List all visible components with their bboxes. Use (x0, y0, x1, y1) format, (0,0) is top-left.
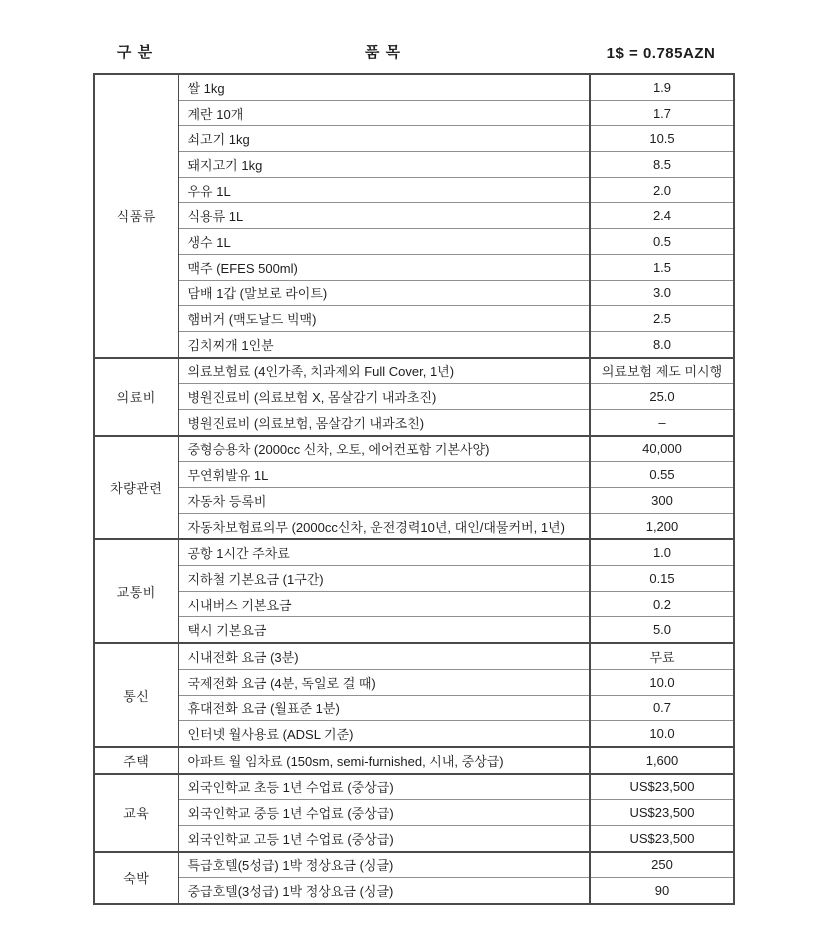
price-cell: US$23,500 (590, 825, 734, 851)
price-cell: 1,200 (590, 513, 734, 539)
price-cell: 8.5 (590, 152, 734, 178)
category-cell: 숙박 (94, 852, 178, 904)
table-row (94, 695, 734, 721)
price-cell: 10.0 (590, 721, 734, 747)
category-cell: 교통비 (94, 539, 178, 643)
item-cell: 쇠고기 1kg (178, 126, 590, 152)
price-cell: 2.5 (590, 306, 734, 332)
table-row (94, 436, 734, 462)
price-cell: – (590, 409, 734, 435)
price-cell: 1.7 (590, 100, 734, 126)
table-row (94, 721, 734, 747)
item-cell: 무연휘발유 1L (178, 462, 590, 488)
item-cell: 식용류 1L (178, 203, 590, 229)
item-cell: 외국인학교 고등 1년 수업료 (중상급) (178, 825, 590, 851)
table-row (94, 152, 734, 178)
price-cell: 300 (590, 488, 734, 514)
item-cell: 외국인학교 중등 1년 수업료 (중상급) (178, 800, 590, 826)
item-cell: 우유 1L (178, 177, 590, 203)
item-cell: 의료보험료 (4인가족, 치과제외 Full Cover, 1년) (178, 358, 590, 384)
price-cell: 10.0 (590, 669, 734, 695)
price-cell: 2.4 (590, 203, 734, 229)
price-cell: 1,600 (590, 747, 734, 774)
item-cell: 맥주 (EFES 500ml) (178, 254, 590, 280)
table-row (94, 669, 734, 695)
exchange-rate-label: 1$ = 0.785AZN (606, 45, 716, 62)
price-cell: 8.0 (590, 331, 734, 357)
price-cell: 5.0 (590, 617, 734, 643)
price-cell: 1.0 (590, 539, 734, 565)
item-cell: 돼지고기 1kg (178, 152, 590, 178)
table-row (94, 358, 734, 384)
price-cell: 무료 (590, 643, 734, 669)
price-cell: 2.0 (590, 177, 734, 203)
price-cell: 25.0 (590, 384, 734, 410)
price-cell: US$23,500 (590, 800, 734, 826)
table-row (94, 774, 734, 800)
table-row (94, 126, 734, 152)
item-cell: 계란 10개 (178, 100, 590, 126)
item-cell: 병원진료비 (의료보험, 몸살감기 내과조친) (178, 409, 590, 435)
table-row (94, 384, 734, 410)
item-cell: 국제전화 요금 (4분, 독일로 걸 때) (178, 669, 590, 695)
category-cell: 교육 (94, 774, 178, 852)
table-row (94, 74, 734, 100)
price-cell: 0.7 (590, 695, 734, 721)
item-cell: 자동차보험료의무 (2000cc신차, 운전경력10년, 대인/대물커버, 1년) (178, 513, 590, 539)
price-cell: 250 (590, 852, 734, 878)
table-row (94, 203, 734, 229)
table-row (94, 566, 734, 592)
table-row (94, 488, 734, 514)
price-table (93, 73, 735, 905)
item-cell: 시내버스 기본요금 (178, 591, 590, 617)
price-cell: 0.2 (590, 591, 734, 617)
cost-of-living-table-block (93, 40, 733, 905)
item-cell: 중형승용차 (2000cc 신차, 오토, 에어컨포함 기본사양) (178, 436, 590, 462)
table-row (94, 539, 734, 565)
item-cell: 공항 1시간 주차료 (178, 539, 590, 565)
table-row (94, 331, 734, 357)
item-cell: 인터넷 월사용료 (ADSL 기준) (178, 721, 590, 747)
table-row (94, 306, 734, 332)
category-cell: 의료비 (94, 358, 178, 436)
table-row (94, 409, 734, 435)
table-header-row (93, 40, 733, 62)
item-cell: 아파트 월 임차료 (150sm, semi-furnished, 시내, 중상급) (178, 747, 590, 774)
table-row (94, 513, 734, 539)
table-row (94, 462, 734, 488)
table-row (94, 747, 734, 774)
price-cell: 40,000 (590, 436, 734, 462)
table-row (94, 100, 734, 126)
item-cell: 택시 기본요금 (178, 617, 590, 643)
item-cell: 김치찌개 1인분 (178, 331, 590, 357)
item-cell: 쌀 1kg (178, 74, 590, 100)
header-category-label: 구 분 (116, 44, 154, 61)
item-cell: 특급호텔(5성급) 1박 정상요금 (싱글) (178, 852, 590, 878)
table-row (94, 591, 734, 617)
item-cell: 외국인학교 초등 1년 수업료 (중상급) (178, 774, 590, 800)
price-cell: 0.5 (590, 229, 734, 255)
header-item-label: 품 목 (364, 44, 402, 61)
price-cell: 10.5 (590, 126, 734, 152)
item-cell: 생수 1L (178, 229, 590, 255)
item-cell: 병원진료비 (의료보험 X, 몸살감기 내과초진) (178, 384, 590, 410)
table-row (94, 852, 734, 878)
table-row (94, 254, 734, 280)
price-cell: 1.9 (590, 74, 734, 100)
table-row (94, 229, 734, 255)
category-cell: 식품류 (94, 74, 178, 358)
item-cell: 자동차 등록비 (178, 488, 590, 514)
item-cell: 휴대전화 요금 (월표준 1분) (178, 695, 590, 721)
item-cell: 담배 1갑 (말보로 라이트) (178, 280, 590, 306)
item-cell: 중급호텔(3성급) 1박 정상요금 (싱글) (178, 878, 590, 904)
category-cell: 주택 (94, 747, 178, 774)
item-cell: 시내전화 요금 (3분) (178, 643, 590, 669)
table-row (94, 280, 734, 306)
table-row (94, 177, 734, 203)
table-row (94, 643, 734, 669)
price-cell: US$23,500 (590, 774, 734, 800)
price-cell: 0.55 (590, 462, 734, 488)
item-cell: 햄버거 (맥도날드 빅맥) (178, 306, 590, 332)
price-cell: 3.0 (590, 280, 734, 306)
price-cell: 1.5 (590, 254, 734, 280)
category-cell: 통신 (94, 643, 178, 747)
table-row (94, 800, 734, 826)
table-row (94, 825, 734, 851)
category-cell: 차량관련 (94, 436, 178, 540)
table-row (94, 617, 734, 643)
price-cell: 90 (590, 878, 734, 904)
item-cell: 지하철 기본요금 (1구간) (178, 566, 590, 592)
price-cell: 0.15 (590, 566, 734, 592)
price-cell: 의료보험 제도 미시행 (590, 358, 734, 384)
table-row (94, 878, 734, 904)
